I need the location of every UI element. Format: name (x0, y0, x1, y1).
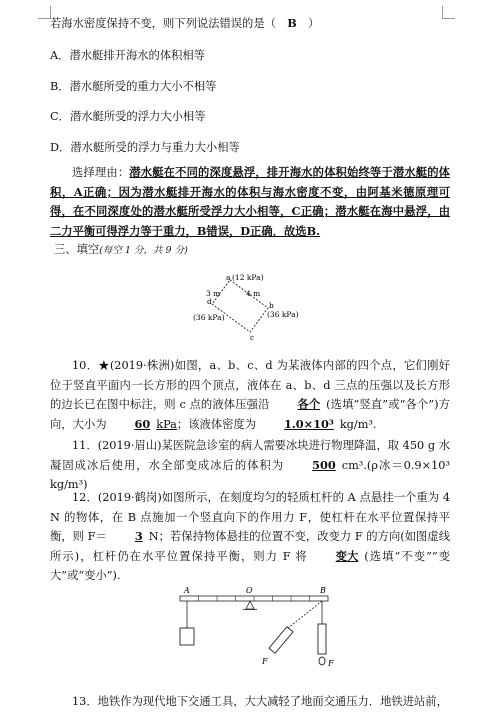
q10-answer-3: 1.0×10³ (284, 416, 334, 431)
q12-text-2: N；若保持物体悬挂的位置不变，改变力 F 的方向(如图虚线所示)，杠杆仍在水平位置保持平衡，则力 F 将 (50, 530, 450, 563)
option-b: B．潜水艇所受的重力大小不相等 (50, 80, 217, 93)
reason-paragraph (50, 163, 450, 241)
pressure-b: (36 kPa) (267, 310, 299, 319)
side-length-ab: 4 m (246, 289, 261, 298)
section-heading (54, 241, 188, 257)
label-O: O (246, 586, 253, 595)
pivot-triangle (246, 601, 254, 609)
reason-lead: 选择理由： (72, 166, 130, 179)
q10-text-3: ；该液体密度为 (176, 417, 257, 431)
q10-answer-1: 各个 (297, 397, 321, 411)
q10-unit-3: kg/m³. (339, 417, 377, 431)
q12-number: 12． (72, 491, 98, 504)
option-c: C．潜水艇所受的浮力大小相等 (50, 110, 206, 123)
figure-rectangle-pressure (190, 268, 300, 343)
q10-source: (2019·株洲) (109, 359, 175, 372)
q10-number: 10． (72, 359, 99, 372)
label-d: d (207, 297, 212, 306)
option-d: D．潜水艇所受的浮力与重力大小相等 (50, 141, 240, 154)
spring-hook (319, 657, 325, 665)
pressure-d: (36 kPa) (193, 313, 225, 322)
q10-answer-2: 60 (134, 416, 151, 431)
q12-text-3: (选填“不变”“变大”或“变小”). (50, 549, 451, 582)
label-F-tilted: F (262, 657, 268, 666)
spring-scale-vertical (318, 624, 326, 654)
label-c: c (250, 333, 255, 342)
q10-unit-2: kPa (156, 417, 177, 431)
q12-text-1: 如图所示，在刻度均匀的轻质杠杆的 A 点悬挂一个重为 4 N 的物体，在 B 点施加一个竖直向下的作用力 F，使杠杆在水平位置保持平衡，则 F＝ (50, 491, 451, 543)
question-10 (50, 356, 450, 434)
question-12 (50, 488, 450, 586)
reason-body: 潜水艇在不同的深度悬浮，排开海水的体积始终等于潜水艇的体积，A正确；因为潜水艇排开海水的体积与海水密度不变，由阿基米德原理可得，在不同深度处的潜水艇所受浮力大小相等，C正确；潜水艇在海中悬浮，由二力平衡可得浮力等于重力，B错误，D正确．故选B. (50, 165, 450, 238)
label-A: A (184, 586, 190, 595)
q12-answer-1: 3 (134, 529, 143, 543)
spring-scale-tilted (269, 627, 293, 654)
section-note: (每空 1 分，共 9 分) (99, 245, 188, 256)
figure-lever (160, 584, 340, 670)
q11-text-1: 某医院急诊室的病人需要冰块进行物理降温，取 450 g 水凝固成冰后使用，水全部变成冰后的体积为 (50, 439, 450, 472)
question-11 (50, 436, 450, 495)
question-stem (50, 14, 444, 33)
q11-answer-1: 500 (312, 457, 336, 472)
hanging-weight (180, 628, 194, 645)
star-icon: ★ (98, 359, 110, 372)
pressure-a: (12 kPa) (232, 273, 264, 282)
dashed-pull-line (288, 601, 322, 628)
q11-text-2: cm³.(ρ冰＝0.9×10³ kg/m³) (50, 458, 450, 491)
q11-number: 11． (72, 439, 98, 452)
stem-answer: B (287, 16, 297, 30)
label-B: B (320, 586, 326, 595)
section-title: 三、填空 (54, 243, 100, 256)
rectangle-outline (212, 280, 268, 332)
side-length-ad: 3 m (206, 289, 221, 298)
label-F-vertical: F (328, 659, 334, 668)
q12-source: (2019·鹤岗) (97, 491, 162, 504)
q11-source: (2019·眉山) (97, 439, 162, 452)
label-b: b (269, 301, 274, 310)
question-13: 13．地铁作为现代地下交通工具，大大减轻了地面交通压力．地铁进站前， (72, 695, 448, 708)
q12-answer-2: 变大 (335, 548, 359, 563)
option-a: A．潜水艇排开海水的体积相等 (50, 49, 206, 62)
q10-text-2: (选填“竖直”或“各个”)方向，大小为 (50, 398, 451, 431)
stem-text: 若海水密度保持不变，则下列说法错误的是（ (50, 17, 288, 30)
stem-tail: ） (296, 17, 320, 30)
q10-text-1: 如图，a、b、c、d 为某液体内部的四个点，它们刚好位于竖直平面内一长方形的四个顶点，液体在 a、b、d 三点的压强以及长方形的边长已在图中标注，则 c 点的液体压强沿 (50, 359, 451, 411)
label-a: a (226, 273, 231, 282)
